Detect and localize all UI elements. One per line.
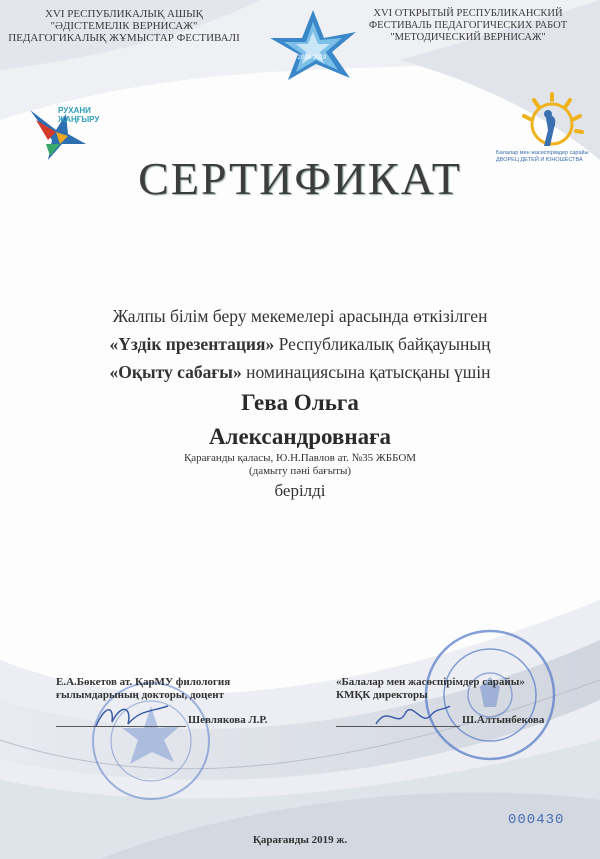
- right-signatory-name: Ш.Алтынбекова: [462, 714, 545, 726]
- body-line-2-rest: Республикалық байқауының: [274, 334, 491, 354]
- recipient-details: [0, 452, 600, 478]
- contest-name: «Үздік презентация»: [109, 334, 275, 354]
- body-line-1: Жалпы білім беру мекемелері арасында өткізілген: [112, 306, 488, 326]
- palace-caption-line: ДВОРЕЦ ДЕТЕЙ И ЮНОШЕСТВА: [496, 157, 583, 163]
- header-right-line: "МЕТОДИЧЕСКИЙ ВЕРНИСАЖ": [390, 32, 546, 43]
- recipient-subject: (дамыту пәні бағыты): [248, 465, 352, 477]
- certificate-body-text: [40, 302, 560, 386]
- recipient-name: [0, 386, 600, 454]
- serial-number: 000430: [508, 812, 565, 828]
- recipient-name-line-1: Гева Ольга: [241, 390, 359, 415]
- right-signatory-line: «Балалар мен жасөспірімдер сарайы»: [336, 676, 525, 688]
- body-line-3: [40, 358, 560, 386]
- ruhani-line: ЖАҢҒЫРУ: [58, 115, 100, 124]
- header-right-line: XVI ОТКРЫТЫЙ РЕСПУБЛИКАНСКИЙ: [373, 8, 563, 19]
- header-right-russian: [348, 8, 588, 44]
- left-handwritten-signature: [92, 698, 172, 734]
- right-handwritten-signature: [372, 700, 452, 734]
- awarded-text: берілді: [274, 481, 326, 500]
- ruhani-logo-text: [58, 106, 128, 124]
- footer-city-year: Қарағанды 2019 ж.: [252, 834, 348, 846]
- body-line-3-rest: номинациясына қатысқаны үшін: [241, 362, 491, 382]
- header-left-line: ПЕДАГОГИКАЛЫҚ ЖҰМЫСТАР ФЕСТИВАЛІ: [8, 32, 240, 44]
- recipient-name-line-2: Александровнаға: [208, 424, 392, 449]
- right-signatory-title: [336, 676, 576, 702]
- left-signatory-line: ғылымдарының докторы, доцент: [56, 689, 225, 701]
- ruhani-line: РУХАНИ: [58, 106, 91, 115]
- header-left-line: XVI РЕСПУБЛИКАЛЫҚ АШЫҚ: [44, 8, 204, 20]
- recipient-school: Қарағанды қаласы, Ю.Н.Павлов ат. №35 ЖББОМ: [183, 452, 417, 464]
- nomination-name: «Оқыту сабағы»: [109, 362, 242, 382]
- certificate-title: СЕРТИФИКАТ: [138, 153, 462, 204]
- left-signatory-line: Е.А.Бөкетов ат. ҚарМУ филология: [56, 676, 231, 688]
- header-left-kazakh: [8, 8, 240, 44]
- header-left-line: "ӘДІСТЕМЕЛІК ВЕРНИСАЖ": [50, 20, 198, 32]
- festival-year: 2018-2019: [297, 55, 327, 61]
- header-right-line: ФЕСТИВАЛЬ ПЕДАГОГИЧЕСКИХ РАБОТ: [368, 20, 568, 31]
- right-signatory-line: КМҚК директоры: [336, 689, 428, 701]
- palace-caption-line: Балалар мен жасөспірімдер сарайы: [496, 150, 589, 156]
- body-line-2: [40, 330, 560, 358]
- left-signatory-name: Шевлякова Л.Р.: [188, 714, 268, 726]
